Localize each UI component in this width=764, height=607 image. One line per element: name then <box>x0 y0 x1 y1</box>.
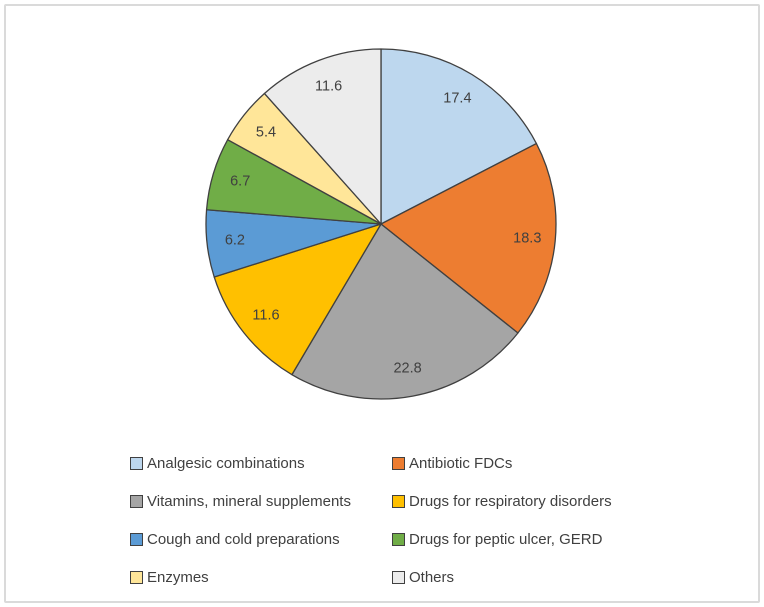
pie-data-label-4: 6.2 <box>224 232 245 249</box>
legend-item-4 <box>128 520 390 558</box>
legend-swatch-icon <box>130 533 143 546</box>
pie-data-label-1: 18.3 <box>513 230 542 247</box>
legend-swatch-icon <box>130 495 143 508</box>
legend-swatch-icon <box>130 457 143 470</box>
legend-item-6 <box>128 558 390 596</box>
legend-item-3 <box>390 482 612 520</box>
legend-swatch-icon <box>392 457 405 470</box>
legend-item-1 <box>390 444 612 482</box>
legend-label: Enzymes <box>147 568 209 586</box>
legend-swatch-icon <box>130 571 143 584</box>
pie-data-label-3: 11.6 <box>252 307 280 324</box>
pie-data-label-0: 17.4 <box>443 90 472 107</box>
legend <box>128 444 612 596</box>
pie-data-label-2: 22.8 <box>393 360 422 377</box>
pie-data-label-6: 5.4 <box>255 124 277 141</box>
legend-label: Analgesic combinations <box>147 454 305 472</box>
legend-item-0 <box>128 444 390 482</box>
pie-data-label-7: 11.6 <box>315 78 343 95</box>
legend-swatch-icon <box>392 571 405 584</box>
legend-swatch-icon <box>392 533 405 546</box>
pie-data-label-5: 6.7 <box>230 173 251 190</box>
legend-label: Drugs for peptic ulcer, GERD <box>409 530 603 548</box>
legend-label: Cough and cold preparations <box>147 530 340 548</box>
legend-item-2 <box>128 482 390 520</box>
legend-label: Antibiotic FDCs <box>409 454 513 472</box>
legend-label: Drugs for respiratory disorders <box>409 492 612 510</box>
legend-swatch-icon <box>392 495 405 508</box>
legend-item-7 <box>390 558 612 596</box>
legend-label: Others <box>409 568 455 586</box>
legend-label: Vitamins, mineral supplements <box>147 492 351 510</box>
legend-item-5 <box>390 520 612 558</box>
